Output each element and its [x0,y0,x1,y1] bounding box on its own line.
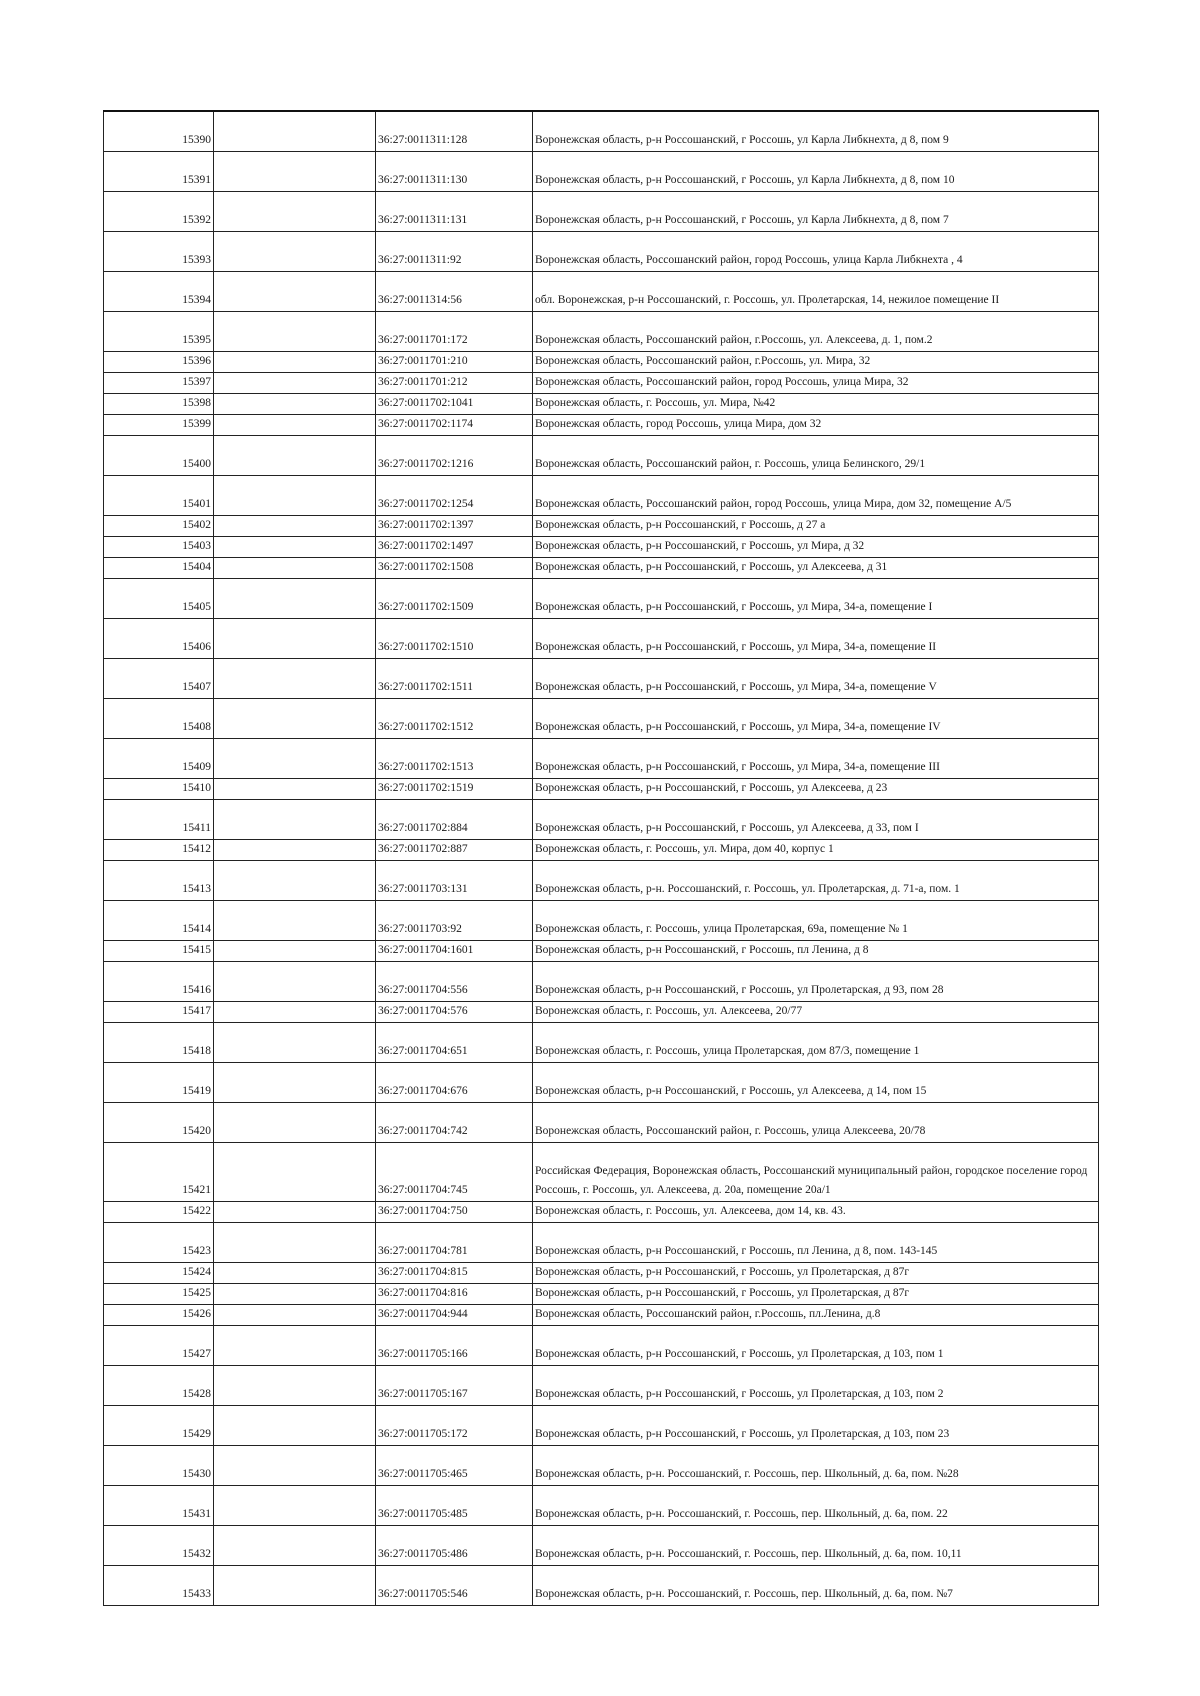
empty-cell [214,435,376,475]
table-row [104,658,1099,698]
empty-cell [214,1062,376,1102]
address: Воронежская область, р-н Россошанский, г Россошь, ул Мира, д 32 [533,536,1099,557]
cadastral-number: 36:27:0011701:210 [376,351,533,372]
empty-cell [214,1325,376,1365]
empty-cell [214,351,376,372]
table-row [104,900,1099,940]
row-number: 15405 [104,578,214,618]
table-row [104,1445,1099,1485]
cadastral-number: 36:27:0011702:1397 [376,515,533,536]
address: Воронежская область, Россошанский район, г.Россошь, ул. Алексеева, д. 1, пом.2 [533,311,1099,351]
address: Воронежская область, Россошанский район, город Россошь, улица Мира, 32 [533,372,1099,393]
cadastral-number: 36:27:0011314:56 [376,271,533,311]
address: Воронежская область, р-н Россошанский, г Россошь, ул Пролетарская, д 93, пом 28 [533,961,1099,1001]
empty-cell [214,1565,376,1605]
cadastral-number: 36:27:0011702:1512 [376,698,533,738]
cadastral-number: 36:27:0011704:651 [376,1022,533,1062]
empty-cell [214,311,376,351]
empty-cell [214,515,376,536]
row-number: 15430 [104,1445,214,1485]
row-number: 15427 [104,1325,214,1365]
row-number: 15422 [104,1201,214,1222]
row-number: 15397 [104,372,214,393]
empty-cell [214,900,376,940]
table-row [104,1022,1099,1062]
row-number: 15399 [104,414,214,435]
row-number: 15418 [104,1022,214,1062]
cadastral-number: 36:27:0011701:212 [376,372,533,393]
table-row [104,1525,1099,1565]
row-number: 15398 [104,393,214,414]
property-registry-table [103,110,1099,1606]
address: Воронежская область, Россошанский район, город Россошь, улица Мира, дом 32, помещение А/5 [533,475,1099,515]
row-number: 15392 [104,191,214,231]
table-row [104,1304,1099,1325]
cadastral-number: 36:27:0011702:1174 [376,414,533,435]
cadastral-number: 36:27:0011702:884 [376,799,533,839]
cadastral-number: 36:27:0011703:92 [376,900,533,940]
table-row [104,1325,1099,1365]
empty-cell [214,372,376,393]
row-number: 15414 [104,900,214,940]
cadastral-number: 36:27:0011311:128 [376,111,533,151]
registry-body [104,111,1099,1605]
empty-cell [214,1102,376,1142]
row-number: 15410 [104,778,214,799]
empty-cell [214,839,376,860]
address: Воронежская область, р-н Россошанский, г Россошь, пл Ленина, д 8, пом. 143-145 [533,1222,1099,1262]
row-number: 15432 [104,1525,214,1565]
address: обл. Воронежская, р-н Россошанский, г. Россошь, ул. Пролетарская, 14, нежилое помещение II [533,271,1099,311]
cadastral-number: 36:27:0011705:172 [376,1405,533,1445]
table-row [104,231,1099,271]
cadastral-number: 36:27:0011704:745 [376,1142,533,1201]
address: Воронежская область, р-н. Россошанский, г. Россошь, пер. Школьный, д. 6а, пом. 10,11 [533,1525,1099,1565]
empty-cell [214,778,376,799]
table-row [104,1485,1099,1525]
empty-cell [214,940,376,961]
row-number: 15402 [104,515,214,536]
address: Воронежская область, р-н Россошанский, г Россошь, ул Мира, 34-а, помещение III [533,738,1099,778]
address: Воронежская область, г. Россошь, ул. Мира, №42 [533,393,1099,414]
table-row [104,435,1099,475]
row-number: 15411 [104,799,214,839]
row-number: 15417 [104,1001,214,1022]
empty-cell [214,271,376,311]
table-row [104,414,1099,435]
empty-cell [214,1283,376,1304]
cadastral-number: 36:27:0011311:131 [376,191,533,231]
table-row [104,1283,1099,1304]
address: Воронежская область, р-н Россошанский, г Россошь, ул Мира, 34-а, помещение II [533,618,1099,658]
address: Российская Федерация, Воронежская область, Россошанский муниципальный район, городское поселение город Россошь, г. Россошь, ул. Алексеева, д. 20а, помещение 20а/1 [533,1142,1099,1201]
cadastral-number: 36:27:0011704:676 [376,1062,533,1102]
row-number: 15403 [104,536,214,557]
cadastral-number: 36:27:0011704:815 [376,1262,533,1283]
empty-cell [214,618,376,658]
table-row [104,1062,1099,1102]
address: Воронежская область, р-н Россошанский, г Россошь, ул Пролетарская, д 87г [533,1262,1099,1283]
address: Воронежская область, р-н. Россошанский, г. Россошь, ул. Пролетарская, д. 71-а, пом. 1 [533,860,1099,900]
table-row [104,1142,1099,1201]
cadastral-number: 36:27:0011705:166 [376,1325,533,1365]
cadastral-number: 36:27:0011703:131 [376,860,533,900]
cadastral-number: 36:27:0011702:1509 [376,578,533,618]
address: Воронежская область, р-н Россошанский, г Россошь, ул Карла Либкнехта, д 8, пом 9 [533,111,1099,151]
address: Воронежская область, р-н Россошанский, г Россошь, ул Пролетарская, д 87г [533,1283,1099,1304]
cadastral-number: 36:27:0011705:485 [376,1485,533,1525]
cadastral-number: 36:27:0011702:1216 [376,435,533,475]
address: Воронежская область, р-н. Россошанский, г. Россошь, пер. Школьный, д. 6а, пом. №7 [533,1565,1099,1605]
cadastral-number: 36:27:0011702:1497 [376,536,533,557]
address: Воронежская область, Россошанский район, г.Россошь, ул. Мира, 32 [533,351,1099,372]
table-row [104,839,1099,860]
cadastral-number: 36:27:0011311:130 [376,151,533,191]
address: Воронежская область, г. Россошь, улица Пролетарская, дом 87/3, помещение 1 [533,1022,1099,1062]
row-number: 15395 [104,311,214,351]
row-number: 15400 [104,435,214,475]
address: Воронежская область, р-н Россошанский, г Россошь, ул Мира, 34-а, помещение I [533,578,1099,618]
table-row [104,536,1099,557]
cadastral-number: 36:27:0011705:465 [376,1445,533,1485]
row-number: 15390 [104,111,214,151]
row-number: 15393 [104,231,214,271]
cadastral-number: 36:27:0011311:92 [376,231,533,271]
empty-cell [214,151,376,191]
cadastral-number: 36:27:0011704:1601 [376,940,533,961]
empty-cell [214,738,376,778]
cadastral-number: 36:27:0011704:556 [376,961,533,1001]
row-number: 15415 [104,940,214,961]
cadastral-number: 36:27:0011702:1510 [376,618,533,658]
table-row [104,1405,1099,1445]
cadastral-number: 36:27:0011705:167 [376,1365,533,1405]
cadastral-number: 36:27:0011701:172 [376,311,533,351]
empty-cell [214,191,376,231]
empty-cell [214,1262,376,1283]
address: Воронежская область, р-н Россошанский, г Россошь, д 27 а [533,515,1099,536]
table-row [104,351,1099,372]
row-number: 15391 [104,151,214,191]
table-row [104,1201,1099,1222]
row-number: 15409 [104,738,214,778]
table-row [104,1565,1099,1605]
table-row [104,1365,1099,1405]
empty-cell [214,393,376,414]
address: Воронежская область, Россошанский район, город Россошь, улица Карла Либкнехта , 4 [533,231,1099,271]
table-row [104,578,1099,618]
table-row [104,961,1099,1001]
table-row [104,940,1099,961]
row-number: 15401 [104,475,214,515]
table-row [104,111,1099,151]
table-row [104,1222,1099,1262]
row-number: 15404 [104,557,214,578]
table-row [104,311,1099,351]
row-number: 15420 [104,1102,214,1142]
table-row [104,557,1099,578]
empty-cell [214,1485,376,1525]
empty-cell [214,231,376,271]
empty-cell [214,1445,376,1485]
address: Воронежская область, р-н Россошанский, г Россошь, ул Пролетарская, д 103, пом 1 [533,1325,1099,1365]
cadastral-number: 36:27:0011704:816 [376,1283,533,1304]
empty-cell [214,111,376,151]
address: Воронежская область, р-н Россошанский, г Россошь, ул Мира, 34-а, помещение V [533,658,1099,698]
table-row [104,393,1099,414]
row-number: 15419 [104,1062,214,1102]
address: Воронежская область, Россошанский район, г. Россошь, улица Белинского, 29/1 [533,435,1099,475]
table-row [104,1262,1099,1283]
row-number: 15424 [104,1262,214,1283]
empty-cell [214,578,376,618]
address: Воронежская область, г. Россошь, ул. Мира, дом 40, корпус 1 [533,839,1099,860]
table-row [104,799,1099,839]
empty-cell [214,1222,376,1262]
row-number: 15406 [104,618,214,658]
cadastral-number: 36:27:0011704:576 [376,1001,533,1022]
table-row [104,860,1099,900]
cadastral-number: 36:27:0011702:887 [376,839,533,860]
address: Воронежская область, г. Россошь, ул. Алексеева, 20/77 [533,1001,1099,1022]
empty-cell [214,1142,376,1201]
address: Воронежская область, Россошанский район, г. Россошь, улица Алексеева, 20/78 [533,1102,1099,1142]
cadastral-number: 36:27:0011705:486 [376,1525,533,1565]
row-number: 15421 [104,1142,214,1201]
row-number: 15423 [104,1222,214,1262]
row-number: 15416 [104,961,214,1001]
empty-cell [214,1001,376,1022]
row-number: 15428 [104,1365,214,1405]
cadastral-number: 36:27:0011702:1508 [376,557,533,578]
table-row [104,515,1099,536]
address: Воронежская область, р-н Россошанский, г Россошь, пл Ленина, д 8 [533,940,1099,961]
row-number: 15429 [104,1405,214,1445]
address: Воронежская область, р-н. Россошанский, г. Россошь, пер. Школьный, д. 6а, пом. №28 [533,1445,1099,1485]
empty-cell [214,475,376,515]
cadastral-number: 36:27:0011702:1511 [376,658,533,698]
address: Воронежская область, город Россошь, улица Мира, дом 32 [533,414,1099,435]
address: Воронежская область, Россошанский район, г.Россошь, пл.Ленина, д.8 [533,1304,1099,1325]
address: Воронежская область, р-н Россошанский, г Россошь, ул Мира, 34-а, помещение IV [533,698,1099,738]
cadastral-number: 36:27:0011702:1041 [376,393,533,414]
empty-cell [214,658,376,698]
table-row [104,271,1099,311]
empty-cell [214,860,376,900]
row-number: 15425 [104,1283,214,1304]
table-row [104,778,1099,799]
address: Воронежская область, р-н Россошанский, г Россошь, ул Карла Либкнехта, д 8, пом 10 [533,151,1099,191]
address: Воронежская область, р-н Россошанский, г Россошь, ул Пролетарская, д 103, пом 23 [533,1405,1099,1445]
empty-cell [214,1022,376,1062]
empty-cell [214,536,376,557]
empty-cell [214,557,376,578]
cadastral-number: 36:27:0011702:1519 [376,778,533,799]
row-number: 15413 [104,860,214,900]
address: Воронежская область, р-н Россошанский, г Россошь, ул Алексеева, д 23 [533,778,1099,799]
empty-cell [214,1525,376,1565]
cadastral-number: 36:27:0011702:1254 [376,475,533,515]
address: Воронежская область, р-н Россошанский, г Россошь, ул Алексеева, д 31 [533,557,1099,578]
row-number: 15426 [104,1304,214,1325]
empty-cell [214,961,376,1001]
empty-cell [214,1201,376,1222]
empty-cell [214,1304,376,1325]
address: Воронежская область, р-н Россошанский, г Россошь, ул Алексеева, д 33, пом I [533,799,1099,839]
row-number: 15407 [104,658,214,698]
cadastral-number: 36:27:0011704:781 [376,1222,533,1262]
cadastral-number: 36:27:0011704:750 [376,1201,533,1222]
table-row [104,191,1099,231]
empty-cell [214,1365,376,1405]
row-number: 15394 [104,271,214,311]
cadastral-number: 36:27:0011705:546 [376,1565,533,1605]
address: Воронежская область, г. Россошь, ул. Алексеева, дом 14, кв. 43. [533,1201,1099,1222]
row-number: 15431 [104,1485,214,1525]
row-number: 15396 [104,351,214,372]
address: Воронежская область, р-н Россошанский, г Россошь, ул Карла Либкнехта, д 8, пом 7 [533,191,1099,231]
cadastral-number: 36:27:0011702:1513 [376,738,533,778]
address: Воронежская область, г. Россошь, улица Пролетарская, 69а, помещение № 1 [533,900,1099,940]
cadastral-number: 36:27:0011704:742 [376,1102,533,1142]
table-row [104,475,1099,515]
empty-cell [214,698,376,738]
table-row [104,738,1099,778]
cadastral-number: 36:27:0011704:944 [376,1304,533,1325]
address: Воронежская область, р-н. Россошанский, г. Россошь, пер. Школьный, д. 6а, пом. 22 [533,1485,1099,1525]
table-row [104,618,1099,658]
row-number: 15433 [104,1565,214,1605]
empty-cell [214,1405,376,1445]
table-row [104,698,1099,738]
address: Воронежская область, р-н Россошанский, г Россошь, ул Пролетарская, д 103, пом 2 [533,1365,1099,1405]
row-number: 15412 [104,839,214,860]
table-row [104,1102,1099,1142]
empty-cell [214,414,376,435]
table-row [104,1001,1099,1022]
table-row [104,372,1099,393]
address: Воронежская область, р-н Россошанский, г Россошь, ул Алексеева, д 14, пом 15 [533,1062,1099,1102]
row-number: 15408 [104,698,214,738]
empty-cell [214,799,376,839]
table-row [104,151,1099,191]
